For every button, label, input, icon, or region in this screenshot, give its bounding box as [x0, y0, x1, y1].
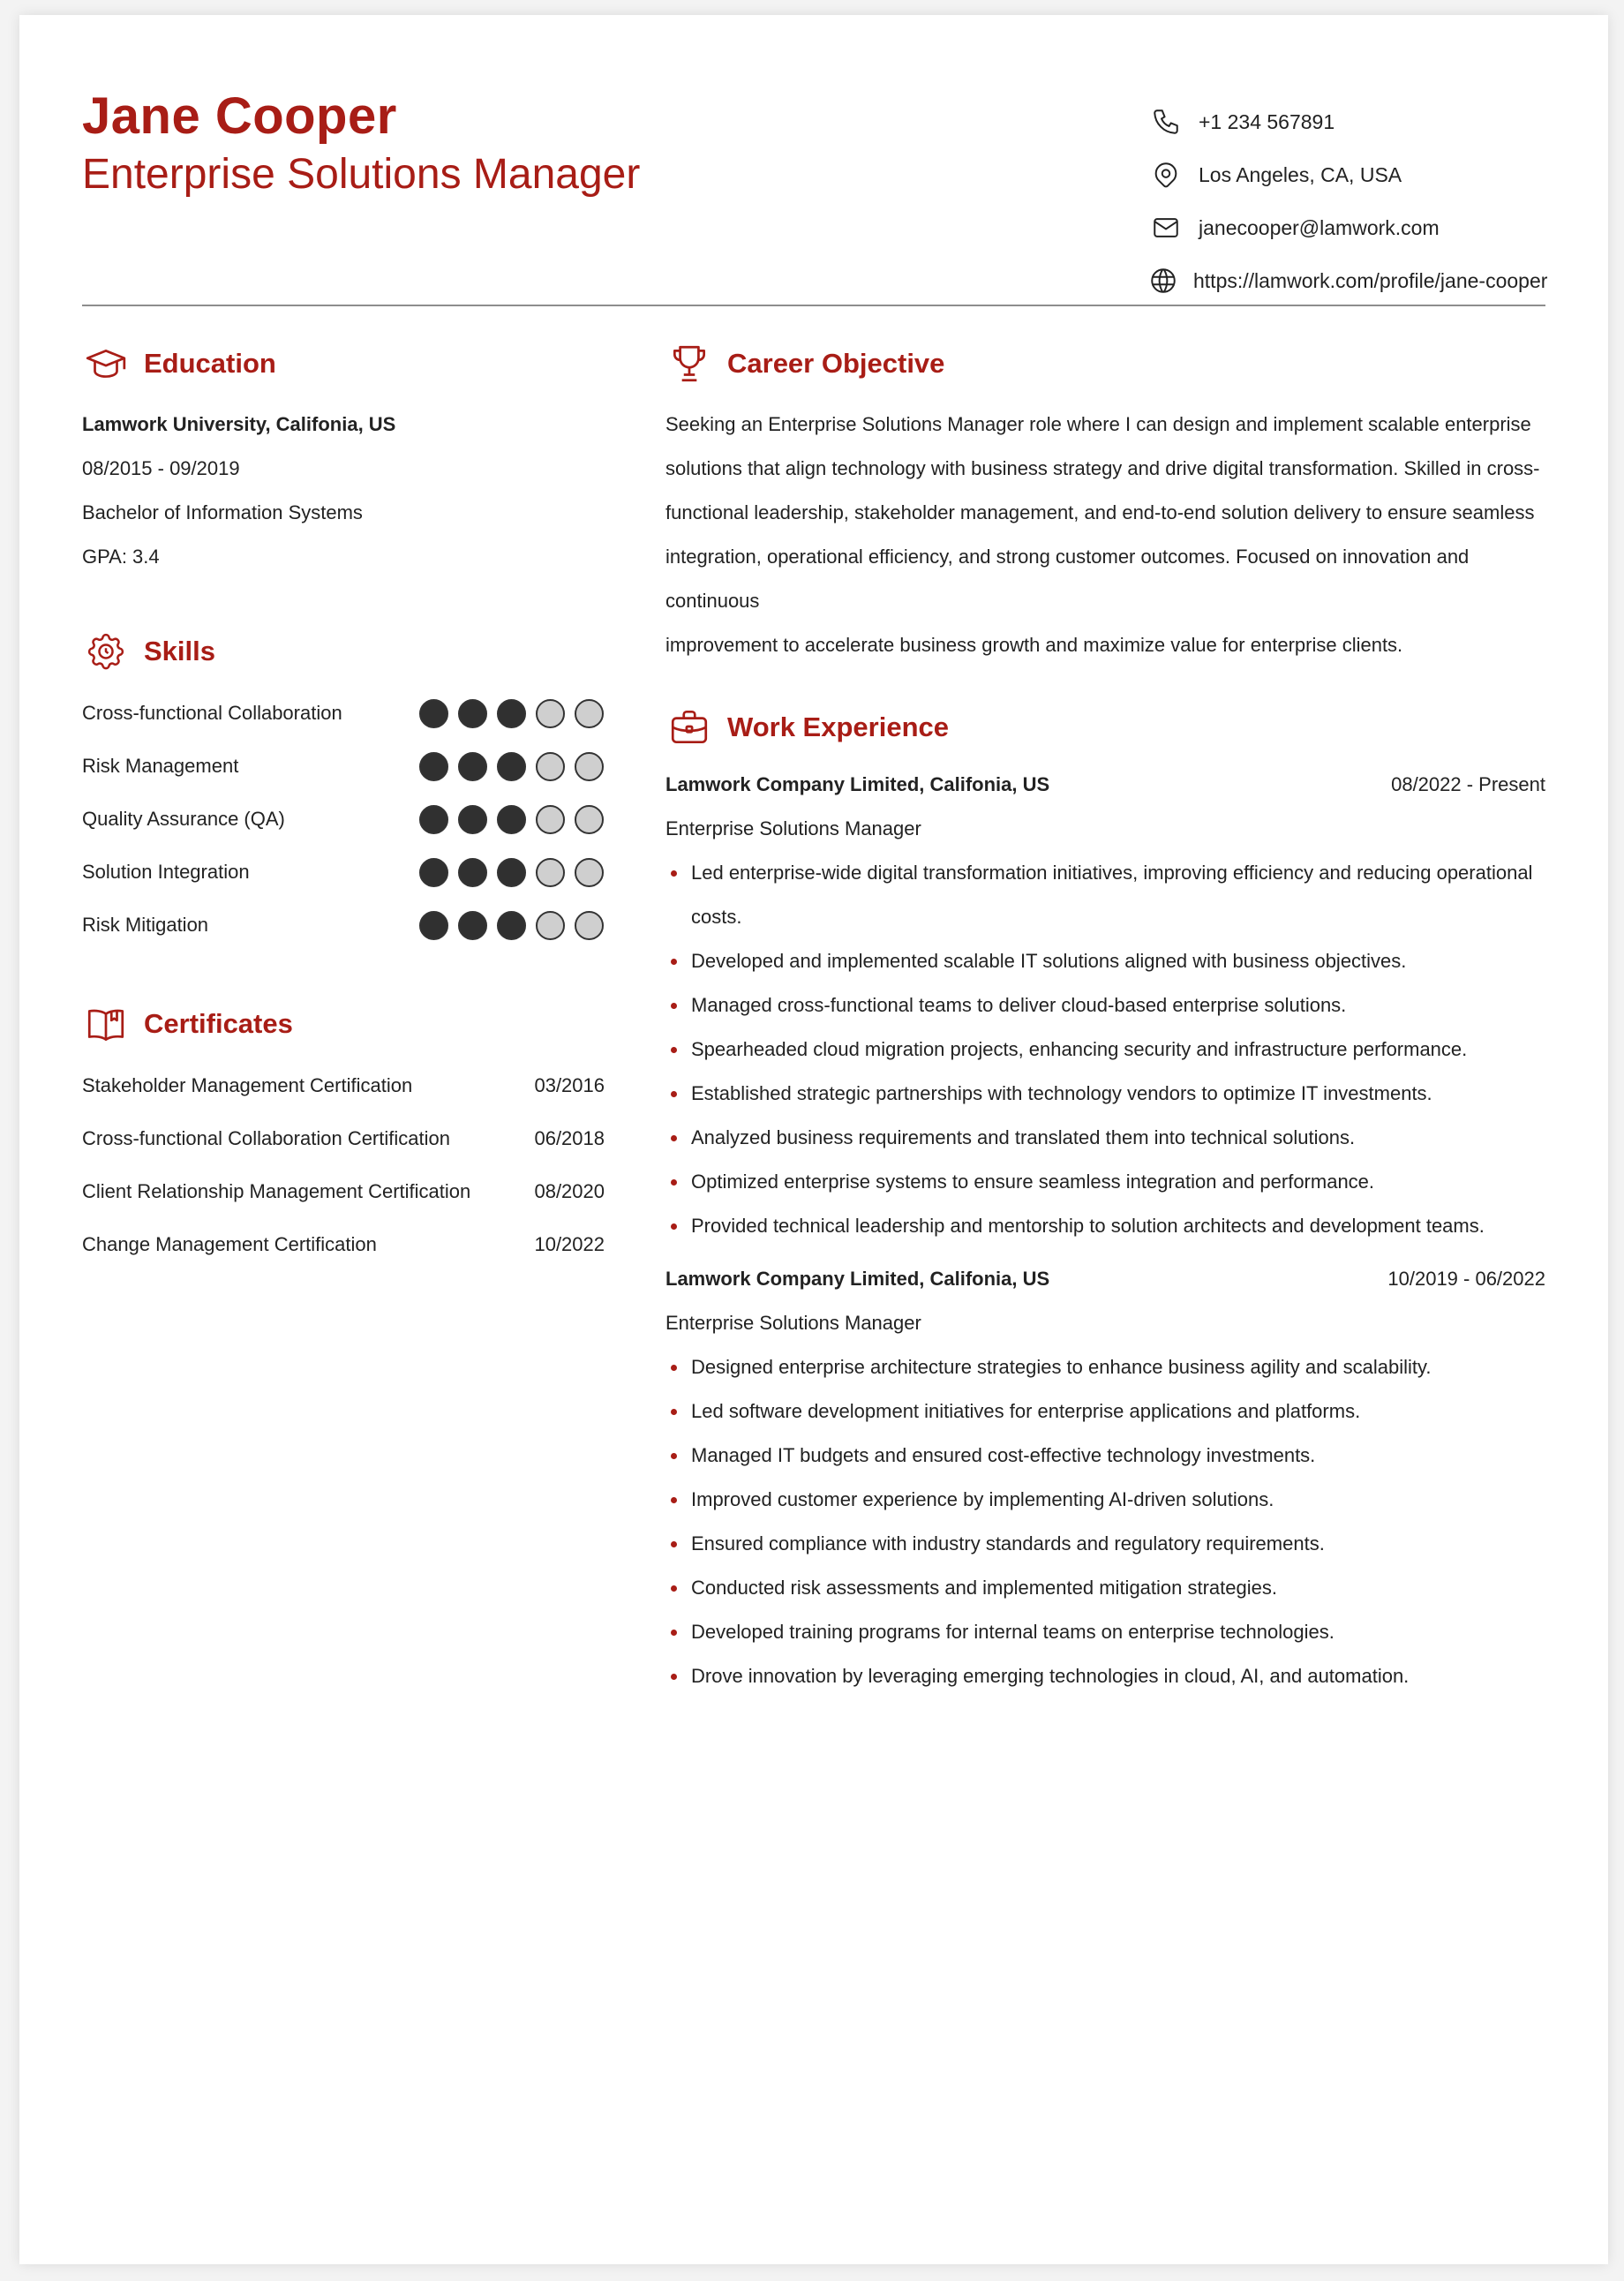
skill-rating: [419, 752, 605, 781]
skill-dot-filled: [458, 911, 487, 940]
objective-heading: [665, 337, 1545, 390]
certificate-date: 06/2018: [534, 1127, 605, 1149]
resume-header: [82, 64, 1548, 306]
trophy-icon: [665, 340, 713, 388]
skill-name: Solution Integration: [82, 861, 250, 883]
skill-dot-filled: [497, 752, 526, 781]
skill-dot-filled: [419, 858, 448, 887]
certificate-name: Client Relationship Management Certification: [82, 1180, 471, 1202]
list-item: Optimized enterprise systems to ensure seamless integration and performance.: [665, 1160, 1545, 1204]
list-item: Spearheaded cloud migration projects, enhancing security and infrastructure performance.: [665, 1028, 1545, 1072]
skill-dot-filled: [419, 911, 448, 940]
education-dates: 08/2015 - 09/2019: [82, 457, 240, 479]
skill-row: [82, 740, 605, 793]
candidate-title: Enterprise Solutions Manager: [82, 151, 641, 198]
list-item: Led enterprise-wide digital transformation initiatives, improving efficiency and reducing operational costs.: [665, 851, 1545, 939]
skill-name: Risk Mitigation: [82, 914, 209, 936]
contact-website[interactable]: [1148, 254, 1548, 307]
book-icon: [82, 1000, 130, 1048]
experience-heading: [665, 701, 1545, 754]
certificate-row: [82, 1165, 605, 1218]
skill-dot-empty: [536, 699, 565, 728]
education-heading: [82, 337, 605, 390]
gear-icon: [82, 628, 130, 675]
job-header: [665, 763, 1545, 807]
certificate-date: 10/2022: [534, 1233, 605, 1255]
list-item: Managed IT budgets and ensured cost-effective technology investments.: [665, 1434, 1545, 1478]
job-header: [665, 1257, 1545, 1301]
skill-dot-filled: [458, 752, 487, 781]
list-item: Developed training programs for internal teams on enterprise technologies.: [665, 1610, 1545, 1654]
skill-rating: [419, 911, 605, 940]
skill-dot-filled: [497, 805, 526, 834]
mail-icon: [1148, 210, 1184, 245]
certificates-list: [82, 1059, 605, 1271]
job-bullets: [665, 1345, 1545, 1698]
contact-location: [1148, 148, 1545, 201]
skill-dot-empty: [536, 752, 565, 781]
list-item: Conducted risk assessments and implemented mitigation strategies.: [665, 1566, 1545, 1610]
list-item: Improved customer experience by implementing AI-driven solutions.: [665, 1478, 1545, 1522]
job-entry: [665, 763, 1545, 1248]
list-item: Provided technical leadership and mentorship to solution architects and development teams.: [665, 1204, 1545, 1248]
objective-title: Career Objective: [727, 348, 945, 379]
skill-rating: [419, 858, 605, 887]
contact-email-text[interactable]: janecooper@lamwork.com: [1199, 215, 1440, 239]
skill-name: Quality Assurance (QA): [82, 808, 285, 830]
skill-dot-filled: [497, 911, 526, 940]
skill-name: Cross-functional Collaboration: [82, 702, 342, 724]
objective-line: solutions that align technology with business strategy and drive digital transformation. Skilled in cross-: [665, 457, 1540, 479]
skill-rating: [419, 699, 605, 728]
skill-dot-filled: [419, 805, 448, 834]
left-column: [82, 337, 605, 1271]
contact-website-text[interactable]: https://lamwork.com/profile/jane-cooper: [1193, 268, 1548, 292]
education-school: Lamwork University, Califonia, US: [82, 413, 396, 435]
list-item: Managed cross-functional teams to deliver cloud-based enterprise solutions.: [665, 983, 1545, 1028]
certificate-row: [82, 1112, 605, 1165]
globe-icon: [1148, 263, 1178, 298]
skill-row: [82, 846, 605, 899]
skill-name: Risk Management: [82, 755, 239, 777]
list-item: Designed enterprise architecture strategies to enhance business agility and scalability.: [665, 1345, 1545, 1389]
job-company: Lamwork Company Limited, Califonia, US: [665, 1268, 1050, 1290]
contact-list: [1148, 95, 1548, 307]
skill-dot-empty: [575, 752, 604, 781]
skill-dot-empty: [536, 805, 565, 834]
location-pin-icon: [1148, 157, 1184, 192]
contact-location-text: Los Angeles, CA, USA: [1199, 162, 1402, 186]
skills-title: Skills: [144, 636, 215, 666]
job-entry: [665, 1257, 1545, 1698]
briefcase-icon: [665, 704, 713, 751]
right-column: [665, 337, 1545, 1698]
skill-dot-filled: [458, 858, 487, 887]
job-dates: 10/2019 - 06/2022: [1387, 1268, 1545, 1290]
education-title: Education: [144, 348, 276, 379]
objective-line: functional leadership, stakeholder management, and end-to-end solution delivery to ensure seamless: [665, 501, 1535, 523]
skill-dot-empty: [536, 911, 565, 940]
list-item: Developed and implemented scalable IT solutions aligned with business objectives.: [665, 939, 1545, 983]
certificate-row: [82, 1218, 605, 1271]
skill-dot-empty: [575, 858, 604, 887]
certificates-title: Certificates: [144, 1008, 293, 1039]
job-role: Enterprise Solutions Manager: [665, 817, 921, 839]
phone-icon: [1148, 104, 1184, 139]
candidate-name: Jane Cooper: [82, 87, 397, 145]
job-role: Enterprise Solutions Manager: [665, 1312, 921, 1334]
certificate-date: 03/2016: [534, 1074, 605, 1096]
objective-text: [665, 403, 1545, 667]
skill-rating: [419, 805, 605, 834]
objective-line: integration, operational efficiency, and strong customer outcomes. Focused on innovation and continuous: [665, 546, 1470, 612]
skill-dot-empty: [575, 911, 604, 940]
skill-dot-filled: [419, 752, 448, 781]
objective-line: Seeking an Enterprise Solutions Manager role where I can design and implement scalable enterprise: [665, 413, 1531, 435]
contact-phone-text: +1 234 567891: [1199, 109, 1335, 133]
job-company: Lamwork Company Limited, Califonia, US: [665, 773, 1050, 795]
experience-title: Work Experience: [727, 711, 949, 742]
certificates-heading: [82, 997, 605, 1050]
education-degree: Bachelor of Information Systems: [82, 501, 363, 523]
certificate-row: [82, 1059, 605, 1112]
job-dates: 08/2022 - Present: [1391, 773, 1545, 795]
skill-dot-filled: [458, 699, 487, 728]
skill-dot-empty: [575, 805, 604, 834]
job-bullets: [665, 851, 1545, 1248]
skill-row: [82, 793, 605, 846]
objective-line: improvement to accelerate business growth and maximize value for enterprise clients.: [665, 634, 1403, 656]
skill-row: [82, 899, 605, 952]
list-item: Established strategic partnerships with technology vendors to optimize IT investments.: [665, 1072, 1545, 1116]
education-gpa: GPA: 3.4: [82, 546, 160, 568]
certificate-name: Cross-functional Collaboration Certification: [82, 1127, 450, 1149]
skill-dot-filled: [497, 858, 526, 887]
resume-page: [19, 15, 1608, 2264]
skill-dot-filled: [458, 805, 487, 834]
certificate-name: Stakeholder Management Certification: [82, 1074, 413, 1096]
contact-phone: [1148, 95, 1545, 148]
list-item: Drove innovation by leveraging emerging technologies in cloud, AI, and automation.: [665, 1654, 1545, 1698]
skill-dot-filled: [497, 699, 526, 728]
list-item: Ensured compliance with industry standards and regulatory requirements.: [665, 1522, 1545, 1566]
graduation-cap-icon: [82, 340, 130, 388]
skill-dot-empty: [575, 699, 604, 728]
skill-dot-empty: [536, 858, 565, 887]
list-item: Led software development initiatives for enterprise applications and platforms.: [665, 1389, 1545, 1434]
certificate-name: Change Management Certification: [82, 1233, 377, 1255]
skill-row: [82, 687, 605, 740]
list-item: Analyzed business requirements and translated them into technical solutions.: [665, 1116, 1545, 1160]
contact-email[interactable]: [1148, 201, 1545, 254]
skill-dot-filled: [419, 699, 448, 728]
certificate-date: 08/2020: [534, 1180, 605, 1202]
skills-heading: [82, 625, 605, 678]
education-entry: [82, 403, 605, 579]
skills-list: [82, 687, 605, 952]
